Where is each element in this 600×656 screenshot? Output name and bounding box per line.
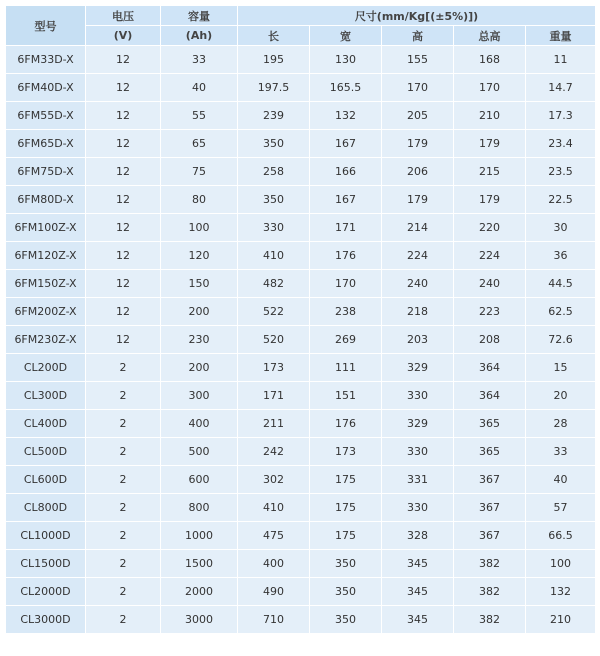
- table-row: [6, 438, 596, 466]
- cell-capacity: 120: [161, 242, 238, 270]
- cell-model: 6FM55D-X: [6, 102, 86, 130]
- cell-height: 330: [382, 382, 454, 410]
- cell-total-height: 382: [454, 606, 526, 634]
- cell-length: 482: [238, 270, 310, 298]
- table-row: [6, 550, 596, 578]
- cell-capacity: 230: [161, 326, 238, 354]
- cell-length: 173: [238, 354, 310, 382]
- cell-capacity: 80: [161, 186, 238, 214]
- cell-weight: 15: [526, 354, 596, 382]
- cell-total-height: 220: [454, 214, 526, 242]
- cell-model: CL2000D: [6, 578, 86, 606]
- cell-voltage: 12: [86, 102, 161, 130]
- table-row: [6, 130, 596, 158]
- table-row: [6, 382, 596, 410]
- header-total-height: 总高: [454, 26, 526, 46]
- header-model: 型号: [6, 6, 86, 46]
- cell-length: 710: [238, 606, 310, 634]
- cell-weight: 44.5: [526, 270, 596, 298]
- cell-voltage: 12: [86, 46, 161, 74]
- cell-model: 6FM120Z-X: [6, 242, 86, 270]
- cell-voltage: 2: [86, 578, 161, 606]
- table-row: [6, 298, 596, 326]
- cell-capacity: 33: [161, 46, 238, 74]
- cell-width: 269: [310, 326, 382, 354]
- cell-height: 218: [382, 298, 454, 326]
- table-row: [6, 326, 596, 354]
- cell-length: 490: [238, 578, 310, 606]
- cell-weight: 33: [526, 438, 596, 466]
- cell-model: CL600D: [6, 466, 86, 494]
- cell-length: 400: [238, 550, 310, 578]
- cell-height: 205: [382, 102, 454, 130]
- cell-capacity: 600: [161, 466, 238, 494]
- cell-length: 239: [238, 102, 310, 130]
- table-body: [6, 46, 596, 634]
- cell-weight: 11: [526, 46, 596, 74]
- cell-model: CL800D: [6, 494, 86, 522]
- cell-voltage: 12: [86, 214, 161, 242]
- cell-width: 350: [310, 606, 382, 634]
- cell-height: 329: [382, 410, 454, 438]
- cell-length: 520: [238, 326, 310, 354]
- cell-total-height: 382: [454, 578, 526, 606]
- cell-capacity: 55: [161, 102, 238, 130]
- cell-length: 195: [238, 46, 310, 74]
- cell-length: 171: [238, 382, 310, 410]
- cell-length: 522: [238, 298, 310, 326]
- cell-voltage: 12: [86, 270, 161, 298]
- cell-height: 155: [382, 46, 454, 74]
- header-capacity-unit: (Ah): [161, 26, 238, 46]
- cell-weight: 28: [526, 410, 596, 438]
- header-width: 宽: [310, 26, 382, 46]
- cell-width: 175: [310, 494, 382, 522]
- cell-weight: 20: [526, 382, 596, 410]
- cell-height: 345: [382, 578, 454, 606]
- cell-voltage: 2: [86, 382, 161, 410]
- cell-width: 170: [310, 270, 382, 298]
- cell-length: 475: [238, 522, 310, 550]
- cell-voltage: 2: [86, 494, 161, 522]
- table-row: [6, 158, 596, 186]
- cell-height: 330: [382, 494, 454, 522]
- cell-length: 410: [238, 494, 310, 522]
- cell-height: 179: [382, 186, 454, 214]
- cell-voltage: 12: [86, 242, 161, 270]
- cell-model: CL300D: [6, 382, 86, 410]
- cell-capacity: 40: [161, 74, 238, 102]
- cell-length: 350: [238, 186, 310, 214]
- cell-total-height: 215: [454, 158, 526, 186]
- cell-length: 302: [238, 466, 310, 494]
- cell-width: 167: [310, 186, 382, 214]
- cell-voltage: 2: [86, 354, 161, 382]
- cell-weight: 57: [526, 494, 596, 522]
- cell-length: 330: [238, 214, 310, 242]
- header-dimensions: 尺寸(mm/Kg[(±5%)]): [238, 6, 596, 26]
- cell-capacity: 75: [161, 158, 238, 186]
- cell-voltage: 12: [86, 130, 161, 158]
- cell-width: 238: [310, 298, 382, 326]
- table-row: [6, 522, 596, 550]
- cell-voltage: 12: [86, 158, 161, 186]
- cell-voltage: 2: [86, 522, 161, 550]
- cell-width: 350: [310, 550, 382, 578]
- cell-width: 176: [310, 242, 382, 270]
- table-row: [6, 466, 596, 494]
- cell-model: 6FM230Z-X: [6, 326, 86, 354]
- cell-width: 173: [310, 438, 382, 466]
- header-row-1: [6, 6, 596, 26]
- cell-total-height: 179: [454, 186, 526, 214]
- cell-model: CL3000D: [6, 606, 86, 634]
- cell-capacity: 1500: [161, 550, 238, 578]
- cell-model: CL1500D: [6, 550, 86, 578]
- cell-weight: 40: [526, 466, 596, 494]
- cell-weight: 210: [526, 606, 596, 634]
- cell-capacity: 300: [161, 382, 238, 410]
- cell-height: 345: [382, 606, 454, 634]
- cell-width: 165.5: [310, 74, 382, 102]
- table-row: [6, 102, 596, 130]
- cell-weight: 30: [526, 214, 596, 242]
- cell-width: 132: [310, 102, 382, 130]
- cell-height: 331: [382, 466, 454, 494]
- header-voltage: 电压: [86, 6, 161, 26]
- cell-capacity: 500: [161, 438, 238, 466]
- cell-capacity: 400: [161, 410, 238, 438]
- cell-weight: 22.5: [526, 186, 596, 214]
- cell-width: 175: [310, 522, 382, 550]
- cell-total-height: 367: [454, 466, 526, 494]
- cell-capacity: 150: [161, 270, 238, 298]
- cell-width: 151: [310, 382, 382, 410]
- cell-height: 214: [382, 214, 454, 242]
- cell-total-height: 364: [454, 382, 526, 410]
- cell-height: 179: [382, 130, 454, 158]
- cell-width: 130: [310, 46, 382, 74]
- cell-total-height: 170: [454, 74, 526, 102]
- cell-voltage: 2: [86, 466, 161, 494]
- cell-model: 6FM65D-X: [6, 130, 86, 158]
- cell-height: 240: [382, 270, 454, 298]
- cell-height: 170: [382, 74, 454, 102]
- cell-width: 350: [310, 578, 382, 606]
- cell-total-height: 364: [454, 354, 526, 382]
- cell-model: 6FM200Z-X: [6, 298, 86, 326]
- cell-length: 350: [238, 130, 310, 158]
- header-row-2: [6, 26, 596, 46]
- cell-length: 197.5: [238, 74, 310, 102]
- cell-capacity: 100: [161, 214, 238, 242]
- cell-height: 329: [382, 354, 454, 382]
- cell-capacity: 200: [161, 354, 238, 382]
- cell-height: 345: [382, 550, 454, 578]
- cell-total-height: 223: [454, 298, 526, 326]
- header-height: 高: [382, 26, 454, 46]
- table-row: [6, 46, 596, 74]
- table-header: [6, 6, 596, 46]
- cell-voltage: 2: [86, 550, 161, 578]
- cell-height: 206: [382, 158, 454, 186]
- cell-model: 6FM75D-X: [6, 158, 86, 186]
- cell-total-height: 208: [454, 326, 526, 354]
- cell-height: 224: [382, 242, 454, 270]
- cell-voltage: 12: [86, 74, 161, 102]
- cell-model: CL1000D: [6, 522, 86, 550]
- cell-length: 211: [238, 410, 310, 438]
- cell-length: 242: [238, 438, 310, 466]
- cell-weight: 23.5: [526, 158, 596, 186]
- cell-model: 6FM80D-X: [6, 186, 86, 214]
- cell-total-height: 210: [454, 102, 526, 130]
- cell-total-height: 240: [454, 270, 526, 298]
- table-row: [6, 74, 596, 102]
- cell-model: CL500D: [6, 438, 86, 466]
- cell-voltage: 12: [86, 186, 161, 214]
- cell-model: CL400D: [6, 410, 86, 438]
- table-row: [6, 494, 596, 522]
- table-row: [6, 578, 596, 606]
- table-row: [6, 606, 596, 634]
- cell-height: 330: [382, 438, 454, 466]
- cell-total-height: 367: [454, 522, 526, 550]
- cell-weight: 132: [526, 578, 596, 606]
- cell-weight: 72.6: [526, 326, 596, 354]
- cell-weight: 14.7: [526, 74, 596, 102]
- table-row: [6, 354, 596, 382]
- cell-total-height: 168: [454, 46, 526, 74]
- cell-model: 6FM33D-X: [6, 46, 86, 74]
- battery-spec-table: [5, 5, 596, 634]
- cell-capacity: 200: [161, 298, 238, 326]
- cell-voltage: 12: [86, 326, 161, 354]
- header-capacity: 容量: [161, 6, 238, 26]
- cell-model: 6FM150Z-X: [6, 270, 86, 298]
- cell-total-height: 365: [454, 410, 526, 438]
- cell-weight: 17.3: [526, 102, 596, 130]
- cell-model: 6FM40D-X: [6, 74, 86, 102]
- cell-capacity: 1000: [161, 522, 238, 550]
- table-row: [6, 270, 596, 298]
- cell-capacity: 2000: [161, 578, 238, 606]
- cell-total-height: 179: [454, 130, 526, 158]
- cell-weight: 62.5: [526, 298, 596, 326]
- cell-capacity: 3000: [161, 606, 238, 634]
- header-voltage-unit: (V): [86, 26, 161, 46]
- cell-capacity: 65: [161, 130, 238, 158]
- cell-weight: 36: [526, 242, 596, 270]
- header-weight: 重量: [526, 26, 596, 46]
- table-row: [6, 214, 596, 242]
- cell-capacity: 800: [161, 494, 238, 522]
- cell-total-height: 382: [454, 550, 526, 578]
- cell-model: 6FM100Z-X: [6, 214, 86, 242]
- table-row: [6, 242, 596, 270]
- cell-weight: 100: [526, 550, 596, 578]
- cell-model: CL200D: [6, 354, 86, 382]
- cell-width: 111: [310, 354, 382, 382]
- cell-weight: 23.4: [526, 130, 596, 158]
- header-length: 长: [238, 26, 310, 46]
- cell-width: 171: [310, 214, 382, 242]
- cell-width: 175: [310, 466, 382, 494]
- cell-height: 328: [382, 522, 454, 550]
- cell-total-height: 224: [454, 242, 526, 270]
- cell-voltage: 2: [86, 438, 161, 466]
- cell-voltage: 2: [86, 606, 161, 634]
- table-row: [6, 186, 596, 214]
- cell-height: 203: [382, 326, 454, 354]
- cell-length: 258: [238, 158, 310, 186]
- cell-total-height: 365: [454, 438, 526, 466]
- cell-weight: 66.5: [526, 522, 596, 550]
- cell-total-height: 367: [454, 494, 526, 522]
- cell-width: 167: [310, 130, 382, 158]
- cell-length: 410: [238, 242, 310, 270]
- cell-width: 176: [310, 410, 382, 438]
- cell-width: 166: [310, 158, 382, 186]
- cell-voltage: 2: [86, 410, 161, 438]
- table-row: [6, 410, 596, 438]
- cell-voltage: 12: [86, 298, 161, 326]
